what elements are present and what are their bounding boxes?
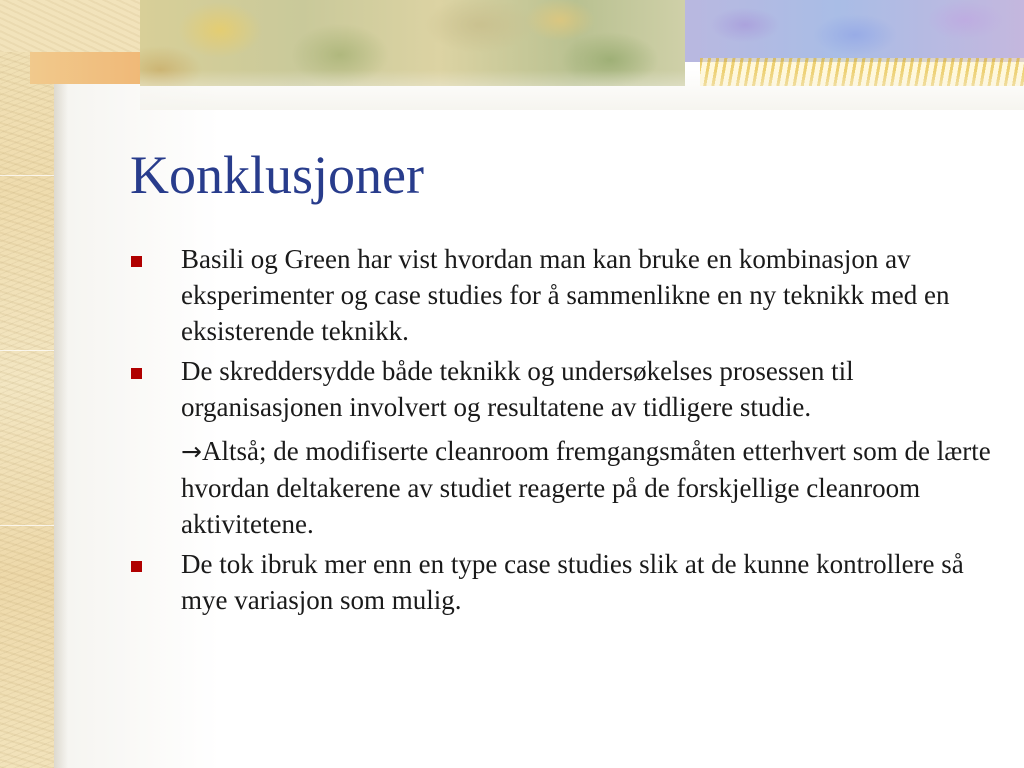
bullet-text: De skreddersydde både teknikk og undersøkelses prosessen til organisasjonen involvert og resultatene av tidligere studie.	[181, 356, 854, 422]
square-bullet-icon	[131, 561, 142, 572]
strip-divider	[0, 175, 54, 176]
sub-paragraph-text: Altså; de modifiserte cleanroom fremgangsmåten etterhvert som de lærte hvordan deltakerene av studiet reagerte på de forskjellige cleanroom aktivitetene.	[181, 436, 991, 539]
top-decorative-band	[0, 0, 1024, 90]
bullet-text: De tok ibruk mer enn en type case studies slik at de kunne kontrollere så mye variasjon som mulig.	[181, 549, 964, 615]
left-texture-strip	[0, 0, 54, 768]
bullet-list	[128, 241, 998, 622]
bullet-text: Basili og Green har vist hvordan man kan bruke en kombinasjon av eksperimenter og case studies for å sammenlikne en ny teknikk med en eksisterende teknikk.	[181, 244, 950, 346]
strip-divider	[0, 350, 54, 351]
bullet-item	[128, 241, 998, 349]
bullet-item	[128, 353, 998, 542]
strip-shadow	[54, 0, 68, 768]
right-arrow-icon: →	[181, 437, 202, 466]
strip-divider	[0, 525, 54, 526]
sub-paragraph	[181, 433, 998, 542]
band-fade	[140, 70, 1024, 110]
band-blue-image	[685, 0, 1024, 62]
square-bullet-icon	[131, 256, 142, 267]
square-bullet-icon	[131, 368, 142, 379]
bullet-item	[128, 546, 998, 618]
band-cream-block	[0, 0, 140, 52]
slide-title: Konklusjoner	[130, 145, 424, 205]
band-orange-block	[30, 52, 140, 84]
